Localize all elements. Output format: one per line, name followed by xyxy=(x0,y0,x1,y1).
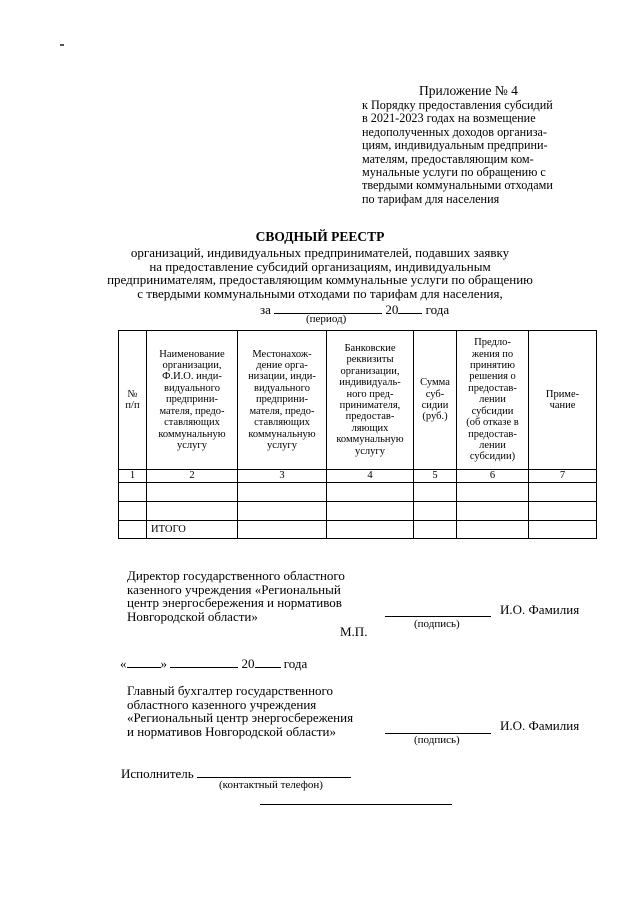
table-cell[interactable] xyxy=(119,521,147,539)
executor-blank[interactable] xyxy=(197,765,351,778)
table-cell[interactable] xyxy=(529,521,597,539)
header-line: предприни- xyxy=(166,394,218,406)
date-row xyxy=(120,655,307,671)
header-line: услугу xyxy=(355,445,385,457)
header-line: п/п xyxy=(125,400,140,411)
header-line: Банковские xyxy=(344,342,396,354)
column-number-row xyxy=(119,470,597,483)
header-line: мателя, предо- xyxy=(159,405,225,417)
appendix-line: циям, индивидуальным предприни- xyxy=(362,138,548,153)
accountant-line: Главный бухгалтер государственного xyxy=(127,683,334,698)
director-title xyxy=(127,569,345,623)
header-line: чание xyxy=(549,400,576,411)
header-line: ляющих xyxy=(351,422,389,434)
header-line: № xyxy=(127,388,138,400)
header-line: принимателя, xyxy=(339,400,401,411)
executor-label: Исполнитель xyxy=(121,766,194,781)
header-line: предостав- xyxy=(468,382,517,394)
register-subtitle-line: организаций, индивидуальных предпринимателей, подавших заявку xyxy=(130,245,510,260)
table-cell[interactable] xyxy=(119,483,147,502)
appendix-text xyxy=(362,99,553,206)
header-number xyxy=(119,331,147,470)
appendix-line: мунальные услуги по обращению с xyxy=(362,165,546,180)
table-header-row xyxy=(119,331,597,470)
scan-mark xyxy=(60,44,64,46)
date-year-prefix: 20 xyxy=(241,656,255,671)
director-signature-caption: (подпись) xyxy=(414,618,460,630)
table-cell[interactable] xyxy=(238,521,327,539)
table-cell[interactable] xyxy=(327,483,414,502)
date-close-quote: » xyxy=(160,656,167,671)
header-line: индивидуаль- xyxy=(339,377,401,389)
column-number: 1 xyxy=(119,470,147,483)
date-day-blank[interactable] xyxy=(127,655,161,668)
header-line: ного пред- xyxy=(346,388,394,400)
bottom-rule xyxy=(260,792,452,805)
period-suffix: года xyxy=(425,302,450,317)
phone-caption: (контактный телефон) xyxy=(219,779,323,791)
period-caption: (период) xyxy=(306,313,347,325)
register-subtitle xyxy=(100,246,540,300)
table-cell[interactable] xyxy=(414,483,457,502)
register-title: СВОДНЫЙ РЕЕСТР xyxy=(255,229,385,244)
header-line: услугу xyxy=(267,439,297,451)
header-line: Сумма xyxy=(420,377,450,389)
period-year-blank[interactable] xyxy=(398,301,422,314)
period-year-prefix: 20 xyxy=(385,302,399,317)
director-name: И.О. Фамилия xyxy=(500,602,580,617)
date-month-blank[interactable] xyxy=(170,655,238,668)
appendix-line: недополученных доходов организа- xyxy=(362,124,547,139)
stamp-label: М.П. xyxy=(340,624,368,639)
table-cell[interactable] xyxy=(327,521,414,539)
director-signature-line[interactable] xyxy=(385,602,491,617)
column-number: 5 xyxy=(414,470,457,483)
table-row xyxy=(119,502,597,521)
accountant-signature-line[interactable] xyxy=(385,719,491,734)
table-cell[interactable] xyxy=(119,502,147,521)
register-subtitle-line: с твердыми коммунальными отходами по тарифам для населения, xyxy=(137,285,503,301)
accountant-line: и нормативов Новгородской области» xyxy=(127,723,336,739)
header-note xyxy=(529,331,597,470)
header-line: субсидии xyxy=(471,405,514,417)
table-cell[interactable] xyxy=(147,502,238,521)
table-cell[interactable] xyxy=(147,483,238,502)
date-year-blank[interactable] xyxy=(255,655,281,668)
table-cell[interactable] xyxy=(414,521,457,539)
header-line: Наименование xyxy=(159,348,225,360)
header-location xyxy=(238,331,327,470)
table-cell[interactable] xyxy=(457,521,529,539)
column-number: 2 xyxy=(147,470,238,483)
register-table xyxy=(118,330,597,539)
header-line: принятию xyxy=(470,360,515,372)
header-line: организации, xyxy=(340,365,400,377)
header-line: Ф.И.О. инди- xyxy=(162,371,222,383)
period-row xyxy=(260,301,449,318)
total-label: ИТОГО xyxy=(147,521,238,539)
column-number: 3 xyxy=(238,470,327,483)
header-line: видуального xyxy=(254,382,310,394)
table-row xyxy=(119,483,597,502)
table-cell[interactable] xyxy=(238,483,327,502)
date-open-quote: « xyxy=(120,656,127,671)
appendix-line: твердыми коммунальными отходами xyxy=(362,178,553,193)
period-prefix: за xyxy=(260,302,271,317)
header-line: реквизиты xyxy=(346,354,394,366)
table-cell[interactable] xyxy=(457,483,529,502)
header-line: сидии xyxy=(421,400,449,411)
accountant-name: И.О. Фамилия xyxy=(500,718,580,733)
accountant-line: «Региональный центр энергосбережения xyxy=(127,710,354,726)
director-line: центр энергосбережения и нормативов xyxy=(127,595,342,611)
director-line: Новгородской области» xyxy=(127,608,258,624)
table-cell[interactable] xyxy=(238,502,327,521)
header-line: лении xyxy=(479,439,506,451)
header-line: Приме- xyxy=(545,388,580,400)
header-line: ставляющих xyxy=(164,417,220,429)
appendix-line: в 2021-2023 годах на возмещение xyxy=(362,111,536,126)
header-line: мателя, предо- xyxy=(249,405,315,417)
header-line: предприни- xyxy=(256,394,308,406)
header-line: предостав- xyxy=(345,411,395,423)
header-proposal xyxy=(457,331,529,470)
header-line: предостав- xyxy=(468,428,517,440)
accountant-signature-caption: (подпись) xyxy=(414,734,460,746)
header-line: дение орга- xyxy=(256,360,308,372)
table-cell[interactable] xyxy=(327,502,414,521)
header-line: услугу xyxy=(177,439,207,451)
header-line: (руб.) xyxy=(422,411,448,423)
header-line: коммунальную xyxy=(336,434,404,446)
director-line: Директор государственного областного xyxy=(127,568,345,583)
register-subtitle-line: на предоставление субсидий организациям, индивидуальным xyxy=(149,258,491,274)
appendix-line: к Порядку предоставления субсидий xyxy=(362,98,553,112)
header-line: коммунальную xyxy=(248,428,316,440)
director-line: казенного учреждения «Региональный xyxy=(127,581,341,597)
table-cell[interactable] xyxy=(529,502,597,521)
column-number: 6 xyxy=(457,470,529,483)
header-line: коммунальную xyxy=(158,428,226,440)
appendix-title: Приложение № 4 xyxy=(419,83,518,98)
header-line: ставляющих xyxy=(254,417,310,429)
date-suffix: года xyxy=(283,656,308,671)
header-subsidy-amount xyxy=(414,331,457,470)
table-cell[interactable] xyxy=(457,502,529,521)
header-line: (об отказе в xyxy=(466,417,519,429)
header-bank-details xyxy=(327,331,414,470)
accountant-title xyxy=(127,684,353,738)
header-line: суб- xyxy=(425,388,445,400)
header-line: жения по xyxy=(471,348,514,360)
total-row xyxy=(119,521,597,539)
header-line: решения о xyxy=(469,371,516,383)
header-line: Предло- xyxy=(474,337,511,349)
header-line: организации, xyxy=(162,360,222,372)
header-line: субсидии) xyxy=(469,451,516,463)
appendix-line: мателям, предоставляющим ком- xyxy=(362,151,534,166)
column-number: 4 xyxy=(327,470,414,483)
table-cell[interactable] xyxy=(529,483,597,502)
table-cell[interactable] xyxy=(414,502,457,521)
header-line: Местонахож- xyxy=(252,348,312,360)
accountant-line: областного казенного учреждения xyxy=(127,696,317,712)
header-line: видуального xyxy=(164,382,220,394)
header-organization-name xyxy=(147,331,238,470)
appendix-line: по тарифам для населения xyxy=(362,191,500,206)
register-subtitle-line: предпринимателям, предоставляющим коммунальные услуги по обращению xyxy=(107,272,533,288)
header-line: низации, инди- xyxy=(248,371,316,383)
header-line: лении xyxy=(479,394,506,406)
column-number: 7 xyxy=(529,470,597,483)
